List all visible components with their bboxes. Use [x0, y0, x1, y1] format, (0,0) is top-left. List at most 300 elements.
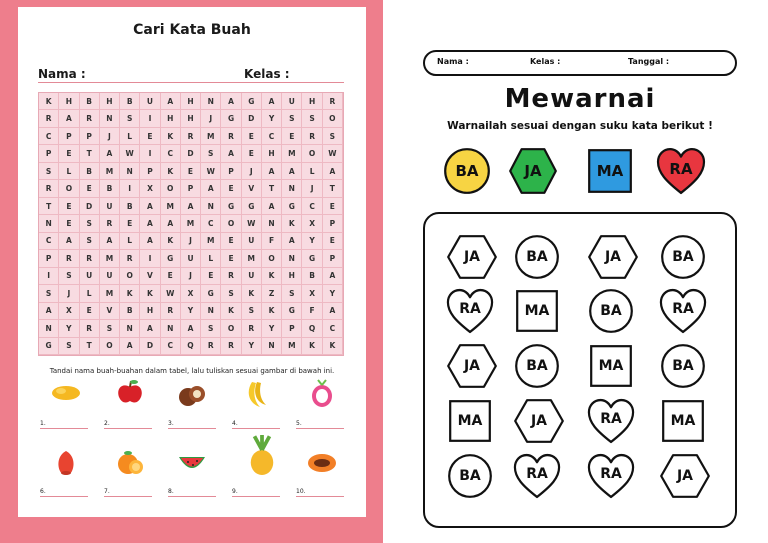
colorable-square[interactable] [587, 343, 635, 389]
grid-letter[interactable]: P [39, 250, 59, 267]
grid-letter[interactable]: Y [323, 285, 343, 302]
colorable-heart[interactable] [587, 398, 635, 444]
grid-letter[interactable]: A [221, 93, 241, 110]
grid-letter[interactable]: P [39, 145, 59, 162]
grid-letter[interactable]: E [59, 198, 79, 215]
answer-line[interactable] [168, 496, 216, 497]
grid-letter[interactable]: G [221, 110, 241, 127]
colorable-hexagon[interactable] [587, 234, 639, 280]
grid-letter[interactable]: Y [262, 110, 282, 127]
colorable-heart[interactable] [659, 288, 707, 334]
grid-letter[interactable]: E [80, 303, 100, 320]
colorable-heart[interactable] [446, 288, 494, 334]
grid-letter[interactable]: O [59, 180, 79, 197]
grid-letter[interactable]: R [181, 128, 201, 145]
colorable-heart[interactable] [513, 453, 561, 499]
grid-letter[interactable]: M [282, 145, 302, 162]
grid-letter[interactable]: P [59, 128, 79, 145]
key-syllable: BA [455, 162, 479, 180]
key-heart-ra [656, 147, 706, 195]
grid-letter[interactable]: R [221, 268, 241, 285]
grid-letter[interactable]: B [120, 93, 140, 110]
grid-letter[interactable]: D [80, 198, 100, 215]
grid-letter[interactable]: A [262, 198, 282, 215]
grid-letter[interactable]: U [242, 233, 262, 250]
grid-letter[interactable]: W [323, 145, 343, 162]
grid-letter[interactable]: L [59, 163, 79, 180]
grid-letter[interactable]: K [161, 163, 181, 180]
grid-letter[interactable]: R [100, 215, 120, 232]
key-syllable: MA [596, 162, 624, 180]
grid-letter[interactable]: B [120, 303, 140, 320]
colorable-hexagon[interactable] [446, 234, 498, 280]
shape-syllable: RA [672, 301, 694, 318]
shape-syllable: BA [526, 249, 548, 265]
grid-letter[interactable]: A [323, 303, 343, 320]
grid-letter[interactable]: A [59, 233, 79, 250]
grid-letter[interactable]: J [100, 128, 120, 145]
grid-letter[interactable]: S [120, 110, 140, 127]
papaya-icon [306, 447, 338, 479]
grid-letter[interactable]: L [120, 233, 140, 250]
banana-icon [242, 379, 274, 411]
grid-letter[interactable]: I [140, 250, 160, 267]
grid-letter[interactable]: O [221, 320, 241, 337]
grid-letter[interactable]: R [120, 250, 140, 267]
grid-letter[interactable]: R [39, 180, 59, 197]
grid-letter[interactable]: R [302, 128, 322, 145]
grid-letter[interactable]: T [39, 198, 59, 215]
grid-letter[interactable]: P [80, 128, 100, 145]
grid-letter[interactable]: E [323, 198, 343, 215]
grid-letter[interactable]: E [221, 250, 241, 267]
grid-letter[interactable]: R [242, 320, 262, 337]
shape-syllable: BA [672, 249, 694, 265]
grid-letter[interactable]: Y [59, 320, 79, 337]
header-kelas: Kelas : [530, 57, 561, 66]
grid-letter[interactable]: Y [181, 303, 201, 320]
grid-letter[interactable]: A [323, 163, 343, 180]
grid-letter[interactable]: V [140, 268, 160, 285]
grid-letter[interactable]: T [80, 338, 100, 355]
grid-letter[interactable]: M [242, 250, 262, 267]
grid-letter[interactable]: A [120, 338, 140, 355]
shape-syllable: BA [600, 303, 622, 319]
colorable-square[interactable] [659, 398, 707, 444]
grid-letter[interactable]: A [140, 198, 160, 215]
grid-letter[interactable]: K [282, 215, 302, 232]
grid-letter[interactable]: T [323, 180, 343, 197]
orange-icon [114, 447, 146, 479]
grid-letter[interactable]: Y [262, 320, 282, 337]
grid-letter[interactable]: A [100, 233, 120, 250]
grid-letter[interactable]: M [100, 285, 120, 302]
shape-syllable: MA [598, 358, 624, 374]
answer-line[interactable] [168, 428, 216, 429]
grid-letter[interactable]: S [282, 110, 302, 127]
grid-letter[interactable]: E [59, 215, 79, 232]
grid-letter[interactable]: H [262, 145, 282, 162]
kelas-label: Kelas : [244, 67, 290, 81]
grid-letter[interactable]: T [80, 145, 100, 162]
grid-letter[interactable]: K [242, 285, 262, 302]
grid-letter[interactable]: O [323, 110, 343, 127]
grid-letter[interactable]: A [161, 93, 181, 110]
grid-letter[interactable]: E [140, 128, 160, 145]
grid-letter[interactable]: R [221, 338, 241, 355]
grid-letter[interactable]: T [262, 180, 282, 197]
grid-letter[interactable]: H [161, 110, 181, 127]
grid-letter[interactable]: N [100, 110, 120, 127]
word-search-page [18, 7, 366, 517]
grid-letter[interactable]: V [242, 180, 262, 197]
grid-letter[interactable]: N [262, 215, 282, 232]
grid-letter[interactable]: A [221, 145, 241, 162]
grid-letter[interactable]: B [120, 198, 140, 215]
grid-letter[interactable]: A [282, 233, 302, 250]
grid-letter[interactable]: H [100, 93, 120, 110]
grid-letter[interactable]: O [221, 215, 241, 232]
grid-letter[interactable]: W [242, 215, 262, 232]
answer-line[interactable] [232, 496, 280, 497]
grid-letter[interactable]: Y [242, 338, 262, 355]
answer-line[interactable] [296, 496, 344, 497]
grid-letter[interactable]: J [242, 163, 262, 180]
grid-letter[interactable]: I [120, 180, 140, 197]
grid-letter[interactable]: K [262, 268, 282, 285]
grid-letter[interactable]: A [181, 320, 201, 337]
grid-letter[interactable]: S [39, 285, 59, 302]
grid-letter[interactable]: A [140, 215, 160, 232]
grid-letter[interactable]: P [323, 215, 343, 232]
grid-letter[interactable]: M [201, 233, 221, 250]
grid-letter[interactable]: Q [181, 338, 201, 355]
colorable-circle[interactable] [513, 343, 561, 389]
grid-letter[interactable]: A [323, 268, 343, 285]
grid-letter[interactable]: E [221, 233, 241, 250]
answer-line[interactable] [104, 496, 152, 497]
grid-letter[interactable]: R [80, 250, 100, 267]
header-nama: Nama : [437, 57, 469, 66]
colorable-circle[interactable] [513, 234, 561, 280]
grid-letter[interactable]: A [201, 180, 221, 197]
shape-syllable: JA [530, 413, 548, 429]
grid-letter[interactable]: D [242, 110, 262, 127]
grid-letter[interactable]: W [120, 145, 140, 162]
grid-letter[interactable]: E [120, 215, 140, 232]
answer-line[interactable] [296, 428, 344, 429]
grid-letter[interactable]: Q [302, 320, 322, 337]
grid-letter[interactable]: O [120, 268, 140, 285]
grid-letter[interactable]: S [201, 320, 221, 337]
grid-letter[interactable]: H [302, 93, 322, 110]
grid-letter[interactable]: P [323, 250, 343, 267]
grid-letter[interactable]: O [302, 145, 322, 162]
grid-letter[interactable]: A [161, 215, 181, 232]
grid-letter[interactable]: L [80, 285, 100, 302]
grid-letter[interactable]: O [262, 250, 282, 267]
grid-letter[interactable]: X [59, 303, 79, 320]
grid-letter[interactable]: C [323, 320, 343, 337]
grid-letter[interactable]: E [242, 128, 262, 145]
answer-line[interactable] [40, 428, 88, 429]
grid-letter[interactable]: S [100, 320, 120, 337]
grid-letter[interactable]: E [221, 180, 241, 197]
grid-letter[interactable]: S [80, 233, 100, 250]
grid-letter[interactable]: G [201, 285, 221, 302]
grid-letter[interactable]: S [221, 285, 241, 302]
grid-letter[interactable]: E [323, 233, 343, 250]
grid-letter[interactable]: C [39, 128, 59, 145]
grid-letter[interactable]: U [181, 250, 201, 267]
grid-letter[interactable]: M [282, 338, 302, 355]
grid-letter[interactable]: E [282, 128, 302, 145]
grid-letter[interactable]: A [140, 233, 160, 250]
watermelon-icon [176, 447, 208, 479]
grid-letter[interactable]: A [39, 303, 59, 320]
grid-letter[interactable]: A [282, 163, 302, 180]
grid-letter[interactable]: A [181, 198, 201, 215]
grid-letter[interactable]: N [201, 303, 221, 320]
grid-letter[interactable]: C [262, 128, 282, 145]
key-syllable: JA [524, 162, 542, 180]
grid-letter[interactable]: P [140, 163, 160, 180]
colorable-square[interactable] [513, 288, 561, 334]
fruit-number: 9. [232, 488, 238, 495]
grid-letter[interactable]: K [140, 285, 160, 302]
grid-letter[interactable]: E [201, 268, 221, 285]
grid-letter[interactable]: S [80, 215, 100, 232]
header-tanggal: Tanggal : [628, 57, 670, 66]
shape-syllable: JA [463, 249, 481, 265]
colorable-circle[interactable] [587, 288, 635, 334]
grid-letter[interactable]: X [302, 285, 322, 302]
dragon-fruit-icon [306, 379, 338, 411]
grid-letter[interactable]: R [201, 338, 221, 355]
grid-letter[interactable]: N [161, 320, 181, 337]
grid-letter[interactable]: G [242, 93, 262, 110]
grid-letter[interactable]: R [221, 128, 241, 145]
grid-letter[interactable]: Y [302, 233, 322, 250]
grid-letter[interactable]: E [161, 268, 181, 285]
key-circle-ba [442, 147, 492, 195]
grid-letter[interactable]: N [201, 93, 221, 110]
grid-letter[interactable]: L [120, 128, 140, 145]
grid-letter[interactable]: K [161, 128, 181, 145]
apple-icon [114, 379, 146, 411]
grid-letter[interactable]: P [282, 320, 302, 337]
key-hexagon-ja [508, 147, 558, 195]
grid-letter[interactable]: B [302, 268, 322, 285]
name-underline [38, 82, 344, 83]
grid-letter[interactable]: C [161, 145, 181, 162]
grid-letter[interactable]: W [161, 285, 181, 302]
grid-letter[interactable]: A [59, 110, 79, 127]
grid-letter[interactable]: N [120, 320, 140, 337]
grid-letter[interactable]: C [39, 233, 59, 250]
grid-letter[interactable]: L [201, 250, 221, 267]
colorable-circle[interactable] [659, 343, 707, 389]
grid-letter[interactable]: N [120, 163, 140, 180]
grid-letter[interactable]: N [282, 250, 302, 267]
grid-letter[interactable]: M [201, 128, 221, 145]
snake-fruit-icon [176, 381, 208, 413]
grid-letter[interactable]: X [302, 215, 322, 232]
grid-letter[interactable]: D [181, 145, 201, 162]
grid-letter[interactable]: W [201, 163, 221, 180]
answer-line[interactable] [104, 428, 152, 429]
grid-letter[interactable]: C [161, 338, 181, 355]
grid-letter[interactable]: L [302, 163, 322, 180]
grid-letter[interactable]: R [80, 320, 100, 337]
grid-letter[interactable]: K [323, 338, 343, 355]
shape-syllable: JA [604, 249, 622, 265]
grid-letter[interactable]: H [140, 303, 160, 320]
grid-letter[interactable]: X [181, 285, 201, 302]
mango-icon [50, 381, 82, 413]
grid-letter[interactable]: K [39, 93, 59, 110]
shape-syllable: RA [526, 466, 548, 483]
grid-letter[interactable]: S [201, 145, 221, 162]
grid-letter[interactable]: O [161, 180, 181, 197]
grid-letter[interactable]: Z [262, 285, 282, 302]
grid-letter[interactable]: U [100, 198, 120, 215]
grid-letter[interactable]: S [242, 303, 262, 320]
grid-letter[interactable]: J [181, 233, 201, 250]
grid-letter[interactable]: C [201, 215, 221, 232]
pineapple-icon [242, 435, 282, 475]
colorable-hexagon[interactable] [659, 453, 711, 499]
grid-letter[interactable]: N [39, 320, 59, 337]
grid-letter[interactable]: J [181, 268, 201, 285]
grid-letter[interactable]: K [161, 233, 181, 250]
grid-letter[interactable]: A [262, 163, 282, 180]
coloring-title: Mewarnai [504, 84, 656, 114]
grid-letter[interactable]: C [302, 198, 322, 215]
grid-letter[interactable]: D [140, 338, 160, 355]
grid-letter[interactable]: P [181, 180, 201, 197]
grid-letter[interactable]: G [282, 303, 302, 320]
colorable-circle[interactable] [446, 453, 494, 499]
grid-letter[interactable]: B [100, 180, 120, 197]
grid-letter[interactable]: N [201, 198, 221, 215]
grid-letter[interactable]: P [221, 163, 241, 180]
grid-letter[interactable]: G [161, 250, 181, 267]
grid-letter[interactable]: H [59, 93, 79, 110]
grid-letter[interactable]: V [100, 303, 120, 320]
grid-letter[interactable]: J [201, 110, 221, 127]
grid-letter[interactable]: K [221, 303, 241, 320]
word-search-title: Cari Kata Buah [133, 22, 251, 38]
grid-letter[interactable]: S [59, 268, 79, 285]
grid-letter[interactable]: B [80, 93, 100, 110]
grid-letter[interactable]: F [262, 233, 282, 250]
grid-letter[interactable]: I [39, 268, 59, 285]
grid-letter[interactable]: J [302, 180, 322, 197]
shape-syllable: BA [526, 358, 548, 374]
grid-letter[interactable]: S [302, 110, 322, 127]
grid-letter[interactable]: U [100, 268, 120, 285]
grid-letter[interactable]: U [242, 268, 262, 285]
grid-letter[interactable]: A [140, 320, 160, 337]
grid-letter[interactable]: A [262, 93, 282, 110]
grid-letter[interactable]: M [100, 163, 120, 180]
grid-letter[interactable]: R [39, 110, 59, 127]
grid-letter[interactable]: U [140, 93, 160, 110]
grid-letter[interactable]: R [59, 250, 79, 267]
coloring-subtitle: Warnailah sesuai dengan suku kata berikut ! [447, 120, 713, 132]
grid-letter[interactable]: E [181, 163, 201, 180]
grid-letter[interactable]: F [302, 303, 322, 320]
grid-letter[interactable]: B [80, 163, 100, 180]
grid-letter[interactable]: S [59, 338, 79, 355]
grid-letter[interactable]: S [282, 285, 302, 302]
letter-grid [38, 92, 344, 356]
grid-letter[interactable]: U [282, 93, 302, 110]
grid-letter[interactable]: R [161, 303, 181, 320]
grid-letter[interactable]: H [282, 268, 302, 285]
shape-syllable: JA [463, 358, 481, 374]
grid-letter[interactable]: N [262, 338, 282, 355]
grid-letter[interactable]: J [59, 285, 79, 302]
fruit-number: 7. [104, 488, 110, 495]
colorable-heart[interactable] [587, 453, 635, 499]
shape-syllable: MA [524, 303, 550, 319]
colorable-circle[interactable] [659, 234, 707, 280]
grid-letter[interactable]: G [39, 338, 59, 355]
grid-letter[interactable]: H [181, 93, 201, 110]
grid-letter[interactable]: X [140, 180, 160, 197]
grid-letter[interactable]: E [59, 145, 79, 162]
grid-letter[interactable]: E [242, 145, 262, 162]
grid-letter[interactable]: G [302, 250, 322, 267]
fruit-number: 6. [40, 488, 46, 495]
fruit-number: 1. [40, 420, 46, 427]
grid-letter[interactable]: R [80, 110, 100, 127]
grid-letter[interactable]: G [282, 198, 302, 215]
fruit-number: 5. [296, 420, 302, 427]
colorable-hexagon[interactable] [446, 343, 498, 389]
grid-letter[interactable]: U [80, 268, 100, 285]
grid-letter[interactable]: S [323, 128, 343, 145]
grid-letter[interactable]: K [262, 303, 282, 320]
grid-letter[interactable]: M [161, 198, 181, 215]
grid-letter[interactable]: M [100, 250, 120, 267]
nama-label: Nama : [38, 67, 86, 81]
grid-letter[interactable]: I [140, 110, 160, 127]
grid-letter[interactable]: M [181, 215, 201, 232]
grid-letter[interactable]: K [302, 338, 322, 355]
grid-letter[interactable]: K [120, 285, 140, 302]
grid-letter[interactable]: A [100, 145, 120, 162]
answer-line[interactable] [232, 428, 280, 429]
grid-letter[interactable]: R [323, 93, 343, 110]
grid-letter[interactable]: G [221, 198, 241, 215]
grid-letter[interactable]: S [39, 163, 59, 180]
word-search-frame [0, 0, 383, 543]
grid-letter[interactable]: N [282, 180, 302, 197]
grid-letter[interactable]: G [242, 198, 262, 215]
colorable-square[interactable] [446, 398, 494, 444]
answer-line[interactable] [40, 496, 88, 497]
grid-letter[interactable]: E [80, 180, 100, 197]
grid-letter[interactable]: O [100, 338, 120, 355]
shape-syllable: BA [459, 468, 481, 484]
grid-letter[interactable]: H [181, 110, 201, 127]
colorable-hexagon[interactable] [513, 398, 565, 444]
grid-letter[interactable]: I [140, 145, 160, 162]
grid-letter[interactable]: N [39, 215, 59, 232]
